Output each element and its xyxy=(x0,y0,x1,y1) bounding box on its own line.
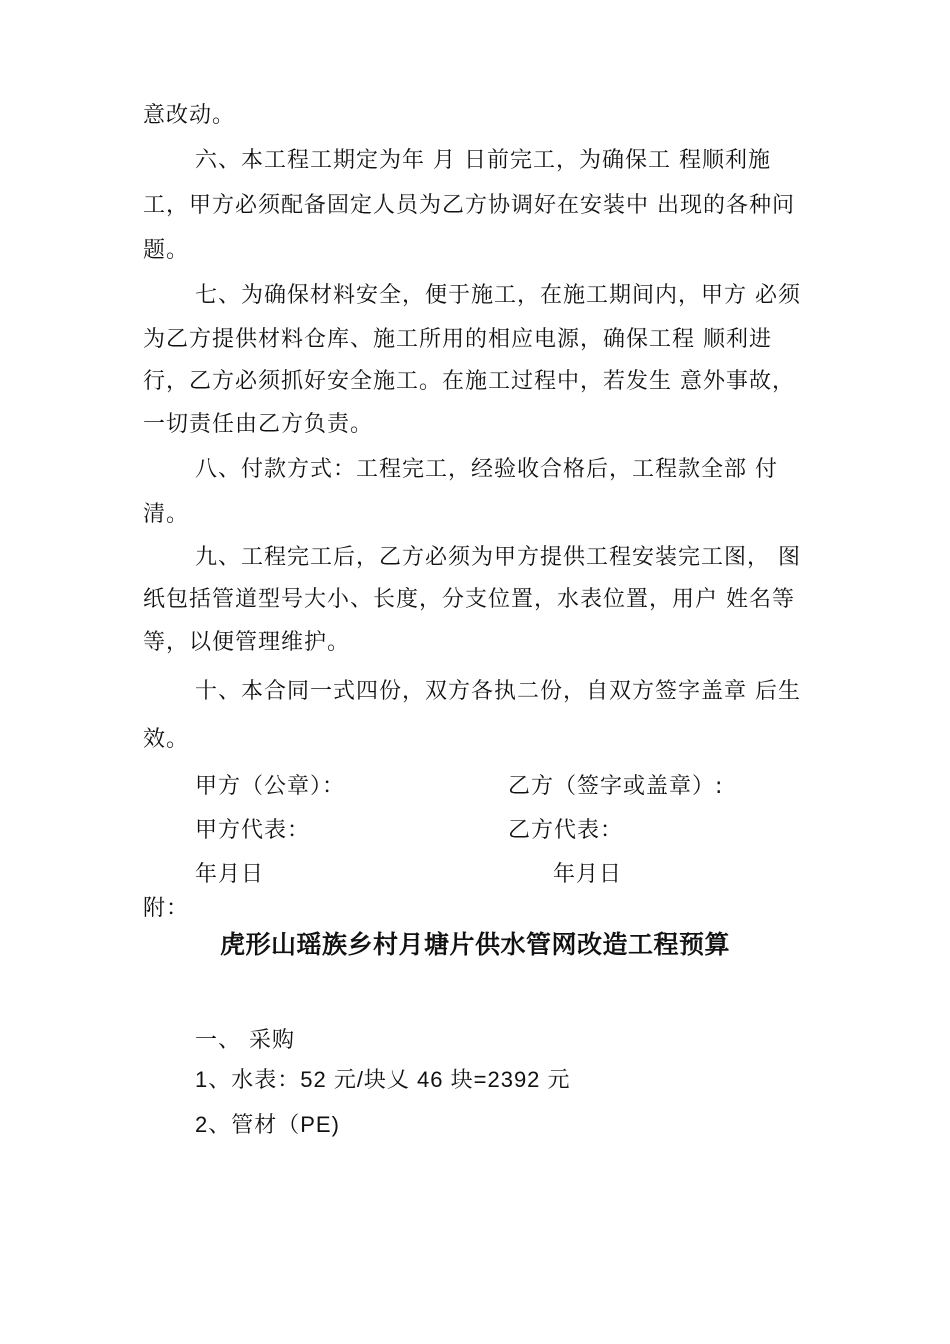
clause-nine-line: 九、工程完工后，乙方必须为甲方提供工程安装完工图， 图 xyxy=(195,545,801,570)
paragraph-line: 题。 xyxy=(143,238,190,263)
paragraph-line: 效。 xyxy=(143,727,190,752)
budget-item: 1、水表：52 元/块乂 46 块=2392 元 xyxy=(195,1067,571,1092)
paragraph-line: 意改动。 xyxy=(143,103,236,128)
party-a-seal-label: 甲方（公章）： xyxy=(195,774,346,799)
paragraph-line: 为乙方提供材料仓库、施工所用的相应电源，确保工程 顺利进 xyxy=(143,327,772,352)
clause-ten-line: 十、本合同一式四份，双方各执二份，自双方签字盖章 后生 xyxy=(195,679,801,704)
appendix-label: 附： xyxy=(143,896,190,921)
party-b-rep-label: 乙方代表： xyxy=(508,818,624,843)
party-b-date: 年月日 xyxy=(553,862,623,887)
clause-six-line: 六、本工程工期定为年 月 日前完工，为确保工 程顺利施 xyxy=(195,148,771,173)
paragraph-line: 等，以便管理维护。 xyxy=(143,630,351,655)
appendix-title: 虎形山瑶族乡村月塘片供水管网改造工程预算 xyxy=(219,930,730,959)
party-b-seal-label: 乙方（签字或盖章）: xyxy=(508,774,724,799)
paragraph-line: 纸包括管道型号大小、长度，分支位置，水表位置，用户 姓名等 xyxy=(143,587,795,612)
paragraph-line: 一切责任由乙方负责。 xyxy=(143,412,374,437)
paragraph-line: 行，乙方必须抓好安全施工。在施工过程中，若发生 意外事故， xyxy=(143,369,795,394)
section-heading: 一、 采购 xyxy=(195,1028,295,1053)
paragraph-line: 清。 xyxy=(143,502,190,527)
clause-seven-line: 七、为确保材料安全，便于施工，在施工期间内，甲方 必须 xyxy=(195,283,801,308)
clause-eight-line: 八、付款方式：工程完工，经验收合格后，工程款全部 付 xyxy=(195,457,778,482)
budget-item: 2、管材（PE) xyxy=(195,1112,340,1137)
party-a-rep-label: 甲方代表： xyxy=(195,818,311,843)
party-a-date: 年月日 xyxy=(195,862,265,887)
paragraph-line: 工，甲方必须配备固定人员为乙方协调好在安装中 出现的各种问 xyxy=(143,193,795,218)
